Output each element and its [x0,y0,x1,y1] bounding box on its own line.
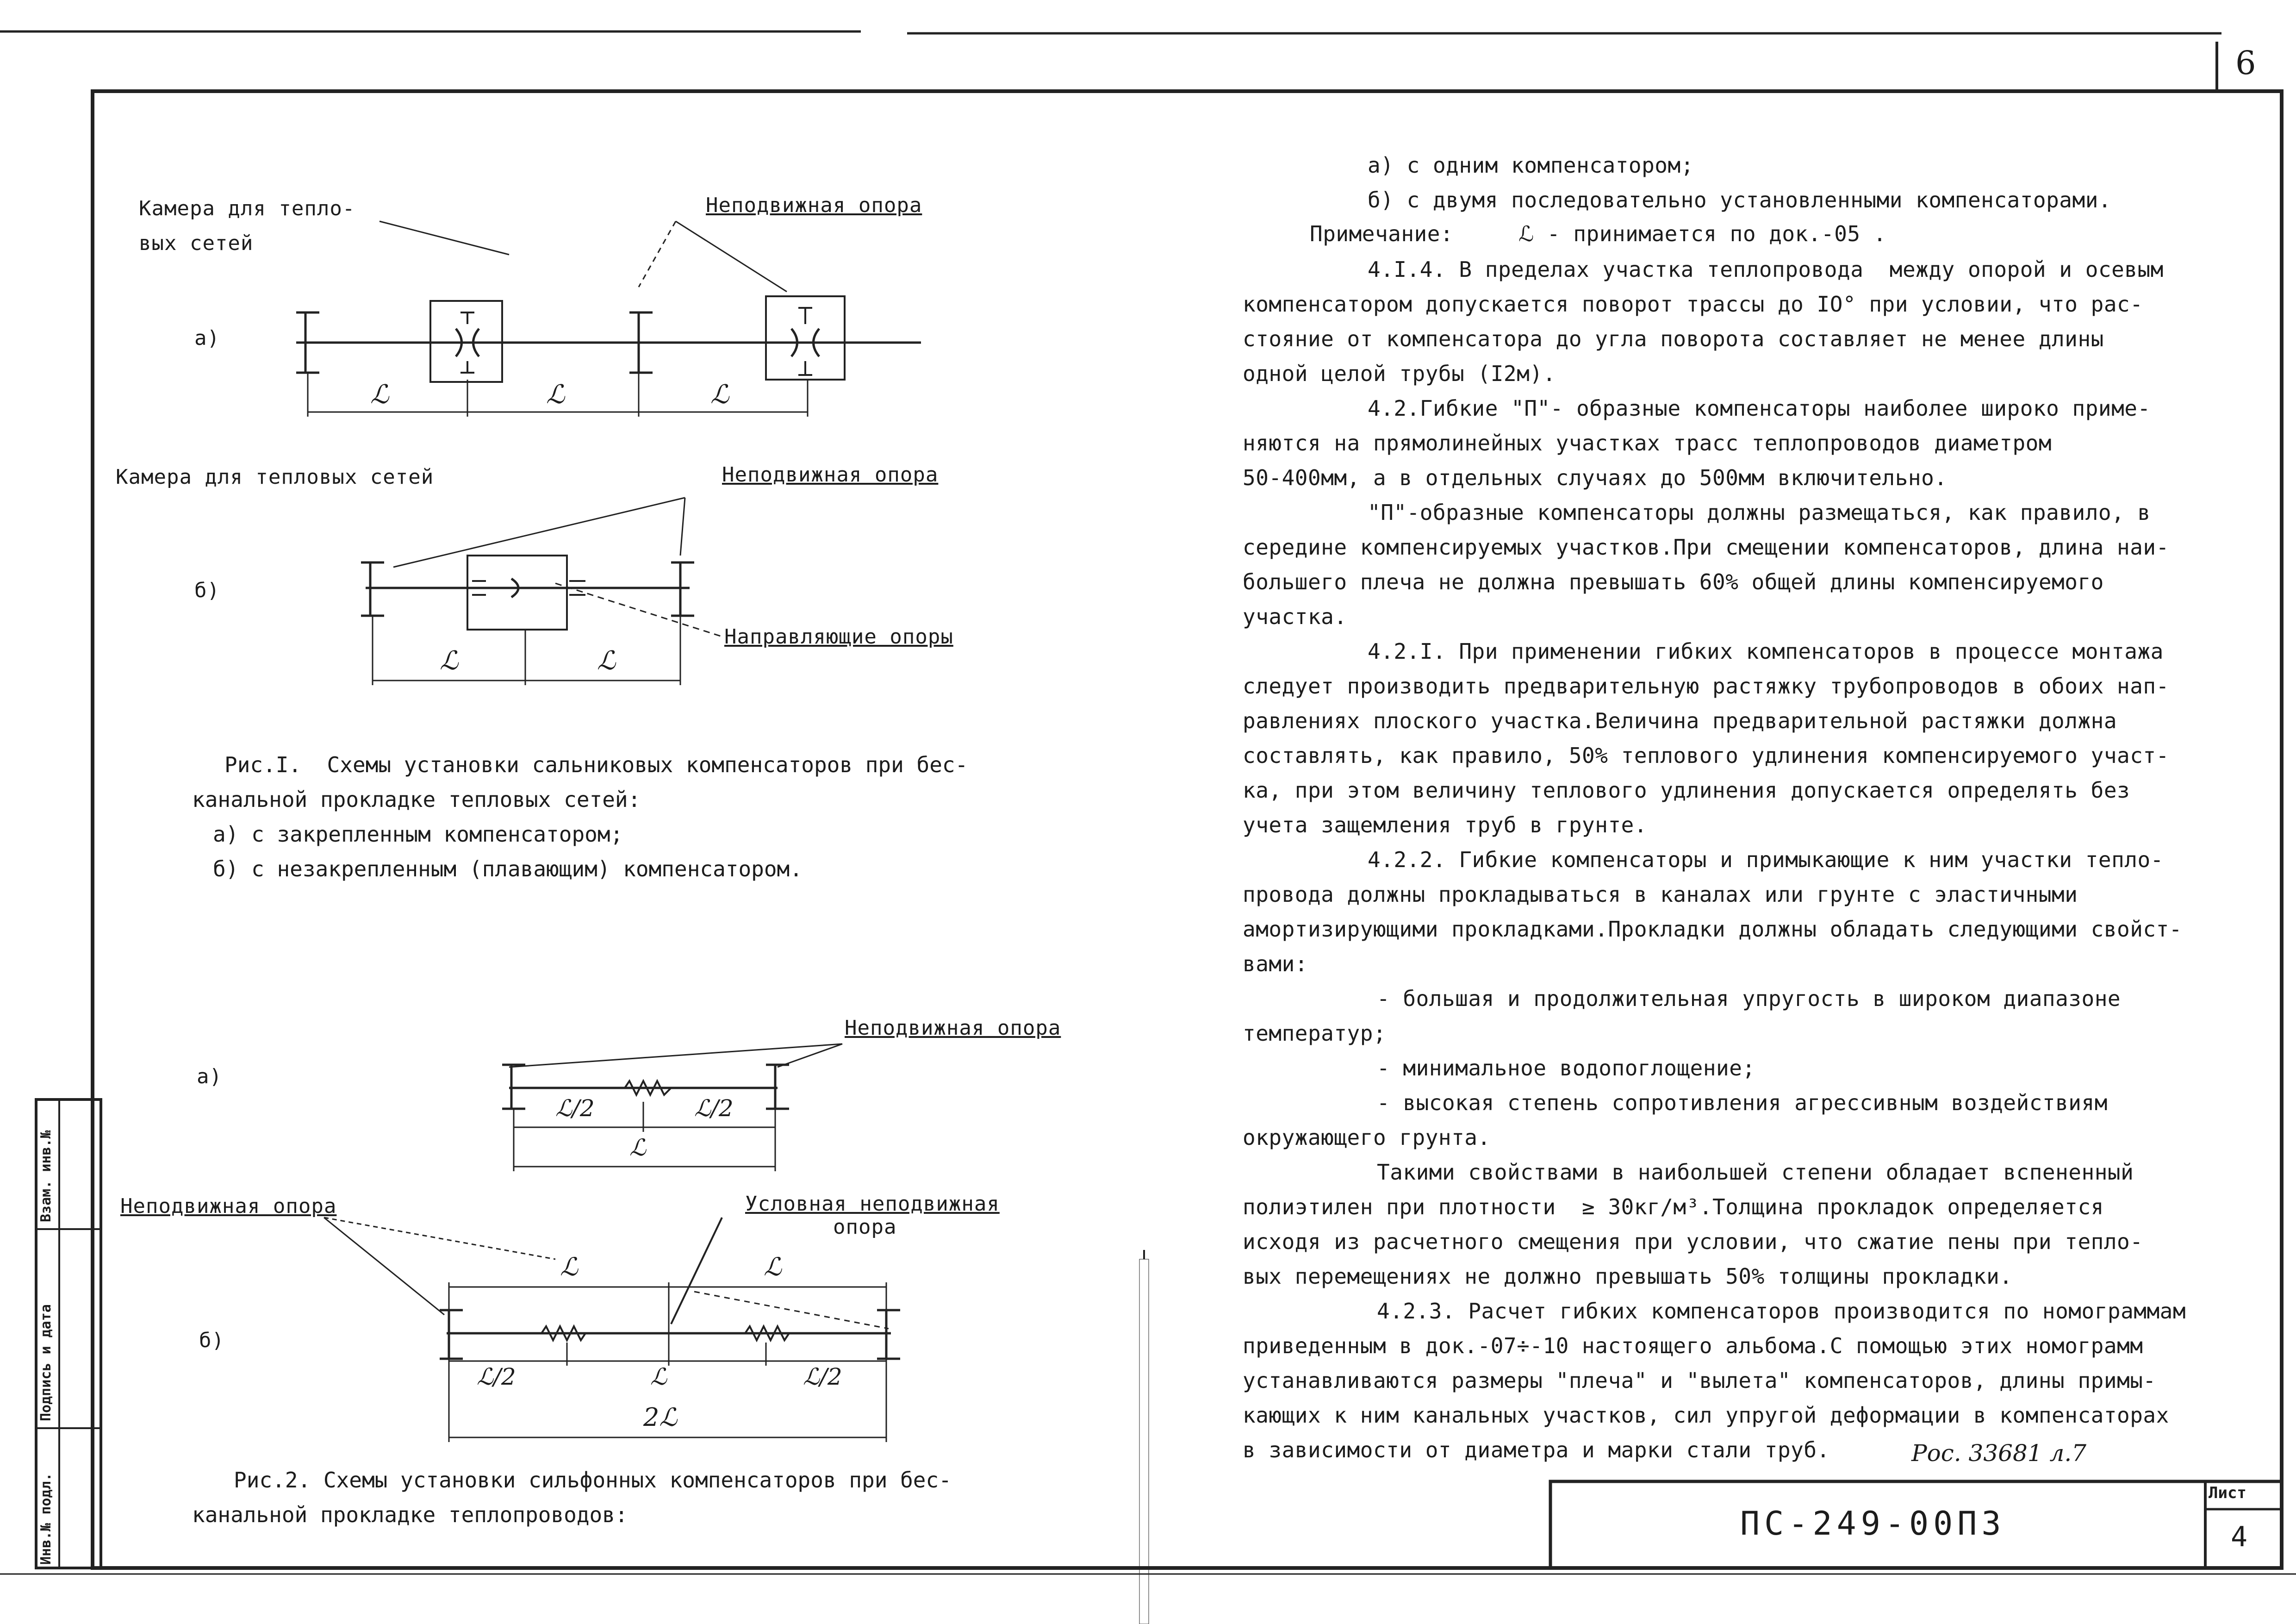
text-line: 4.2.2. Гибкие компенсаторы и примыкающие к ним участки тепло- [1368,847,2164,872]
text-line: - высокая степень сопротивления агрессивным воздействиям [1377,1090,2108,1115]
side-column-sign: Подпись и дата [38,1304,54,1421]
fig1-caption-line-2: канальной прокладке тепловых сетей: [192,787,641,812]
fig1b-dim-1: ℒ [440,646,459,676]
fig1b-label: б) [194,579,220,602]
corner-page-number: 6 [2235,44,2256,82]
fig1b-dim-2: ℒ [597,646,616,676]
text-line: 4.I.4. В пределах участка теплопровода между опорой и осевым [1368,257,2164,282]
fig2b-dim-mid-3: ℒ/2 [803,1363,842,1390]
text-line: в зависимости от диаметра и марки стали труб. [1243,1437,1830,1462]
fig2-caption-line-1: Рис.2. Схемы установки сильфонных компенсаторов при бес- [234,1468,952,1493]
fig1a-dim-2: ℒ [546,380,566,410]
fig2b-cond-label-2: опора [833,1215,897,1239]
fig2a-dim-3: ℒ [629,1134,647,1161]
text-line: стояние от компенсатора до угла поворота составляет не менее длины [1243,326,2104,351]
fig1a-support-label: Неподвижная опора [706,194,922,217]
side-column-inv: Инв.№ подл. [38,1473,54,1565]
note-line: Примечание: ℒ - принимается по док.-05 . [1310,221,1886,246]
text-line: середине компенсируемых участков.При смещении компенсаторов, длина наи- [1243,535,2169,560]
document-code: ПС-249-00П3 [1740,1505,2006,1543]
fig1b-chamber-label: Камера для тепловых сетей [116,465,434,489]
fig2a-dim-2: ℒ/2 [694,1095,734,1122]
fig2b-label: б) [199,1329,224,1352]
text-line: 4.2.Гибкие "П"- образные компенсаторы наиболее широко приме- [1368,396,2151,421]
fig1a-chamber-label-2: вых сетей [139,231,254,255]
text-line: следует производить предварительную растяжку трубопроводов в обоих нап- [1243,674,2169,699]
fig2b-diagram [324,1218,900,1442]
fig2a-dim-1: ℒ/2 [555,1095,595,1122]
text-line: 4.2.3. Расчет гибких компенсаторов производится по номограммам [1377,1299,2186,1324]
fig2a-support-label: Неподвижная опора [845,1016,1061,1040]
fig1b-support-label: Неподвижная опора [722,463,939,487]
sheet-label: Лист [2209,1484,2246,1502]
text-line: участка. [1243,604,1347,629]
text-line: 50-400мм, а в отдельных случаях до 500мм включительно. [1243,465,1948,490]
fig1a-dim-3: ℒ [710,380,730,410]
text-line: исходя из расчетного смещения при условии, что сжатие пены при тепло- [1243,1229,2143,1254]
fig1-caption-line-3: а) с закрепленным компенсатором; [213,822,623,847]
fig2b-cond-label-1: Условная неподвижная [745,1192,1000,1216]
fig2a-label: а) [197,1065,222,1088]
sheet-number: 4 [2231,1521,2248,1553]
fig2-caption-line-2: канальной прокладке теплопроводов: [192,1502,628,1527]
text-line: устанавливаются размеры "плеча" и "вылета" компенсаторов, длины примы- [1243,1368,2156,1393]
text-line: составлять, как правило, 50% теплового удлинения компенсируемого участ- [1243,743,2169,768]
text-line: температур; [1243,1021,1387,1046]
text-line: няются на прямолинейных участках трасс теплопроводов диаметром [1243,431,2052,456]
text-line: - большая и продолжительная упругость в широком диапазоне [1377,986,2121,1011]
text-line: полиэтилен при плотности ≥ 30кг/м³.Толщина прокладок определяется [1243,1194,2104,1219]
text-line: равлениях плоского участка.Величина предварительной растяжки должна [1243,708,2117,733]
fig2b-dim-mid-1: ℒ/2 [477,1363,516,1390]
text-line: амортизирующими прокладками.Прокладки должны обладать следующими свойст- [1243,917,2182,942]
fig2b-dim-mid-2: ℒ [650,1363,667,1390]
fig2a-diagram [502,1044,842,1171]
text-line: Такими свойствами в наибольшей степени обладает вспененный [1377,1160,2134,1185]
side-column-replace: Взам. инв.№ [38,1130,54,1222]
fig2b-dim-top-2: ℒ [764,1252,782,1281]
fig2b-dim-total: 2ℒ [643,1403,678,1432]
text-line: б) с двумя последовательно установленными компенсаторами. [1368,187,2112,212]
text-line: ка, при этом величину теплового удлинения допускается определять без [1243,778,2130,803]
text-line: вами: [1243,951,1308,976]
fig1a-dim-1: ℒ [370,380,390,410]
text-line: компенсатором допускается поворот трассы до IO° при условии, что рас- [1243,292,2143,317]
text-line: вых перемещениях не должно превышать 50% толщины прокладки. [1243,1264,2013,1289]
text-line: 4.2.I. При применении гибких компенсаторов в процессе монтажа [1368,639,2164,664]
text-line: большего плеча не должна превышать 60% общей длины компенсируемого [1243,569,2104,594]
fig1a-chamber-label-1: Камера для тепло- [139,197,355,220]
text-line: провода должны прокладываться в каналах или грунте с эластичными [1243,882,2078,907]
handwritten-note: Рос. 33681 л.7 [1911,1440,2087,1467]
text-line: кающих к ним канальных участков, сил упругой деформации в компенсаторах [1243,1403,2169,1428]
fig1-caption-line-4: б) с незакрепленным (плавающим) компенсатором. [213,856,803,881]
fig1a-label: а) [194,326,220,350]
text-line: "П"-образные компенсаторы должны размещаться, как правило, в [1368,500,2151,525]
text-line: одной целой трубы (I2м). [1243,361,1556,386]
text-line: учета защемления труб в грунте. [1243,812,1648,837]
fig2b-support-label: Неподвижная опора [120,1194,337,1218]
fig1-caption-line-1: Рис.I. Схемы установки сальниковых компенсаторов при бес- [224,752,968,777]
fig1a-diagram [296,221,921,417]
fig1b-diagram [361,498,722,685]
text-line: а) с одним компенсатором; [1368,153,1694,178]
text-line: - минимальное водопоглощение; [1377,1056,1755,1081]
fig1b-guide-label: Направляющие опоры [724,625,953,649]
text-line: приведенным в док.-07÷-10 настоящего альбома.С помощью этих номограмм [1243,1333,2143,1358]
fig2b-dim-top-1: ℒ [560,1252,578,1281]
text-line: окружающего грунта. [1243,1125,1491,1150]
